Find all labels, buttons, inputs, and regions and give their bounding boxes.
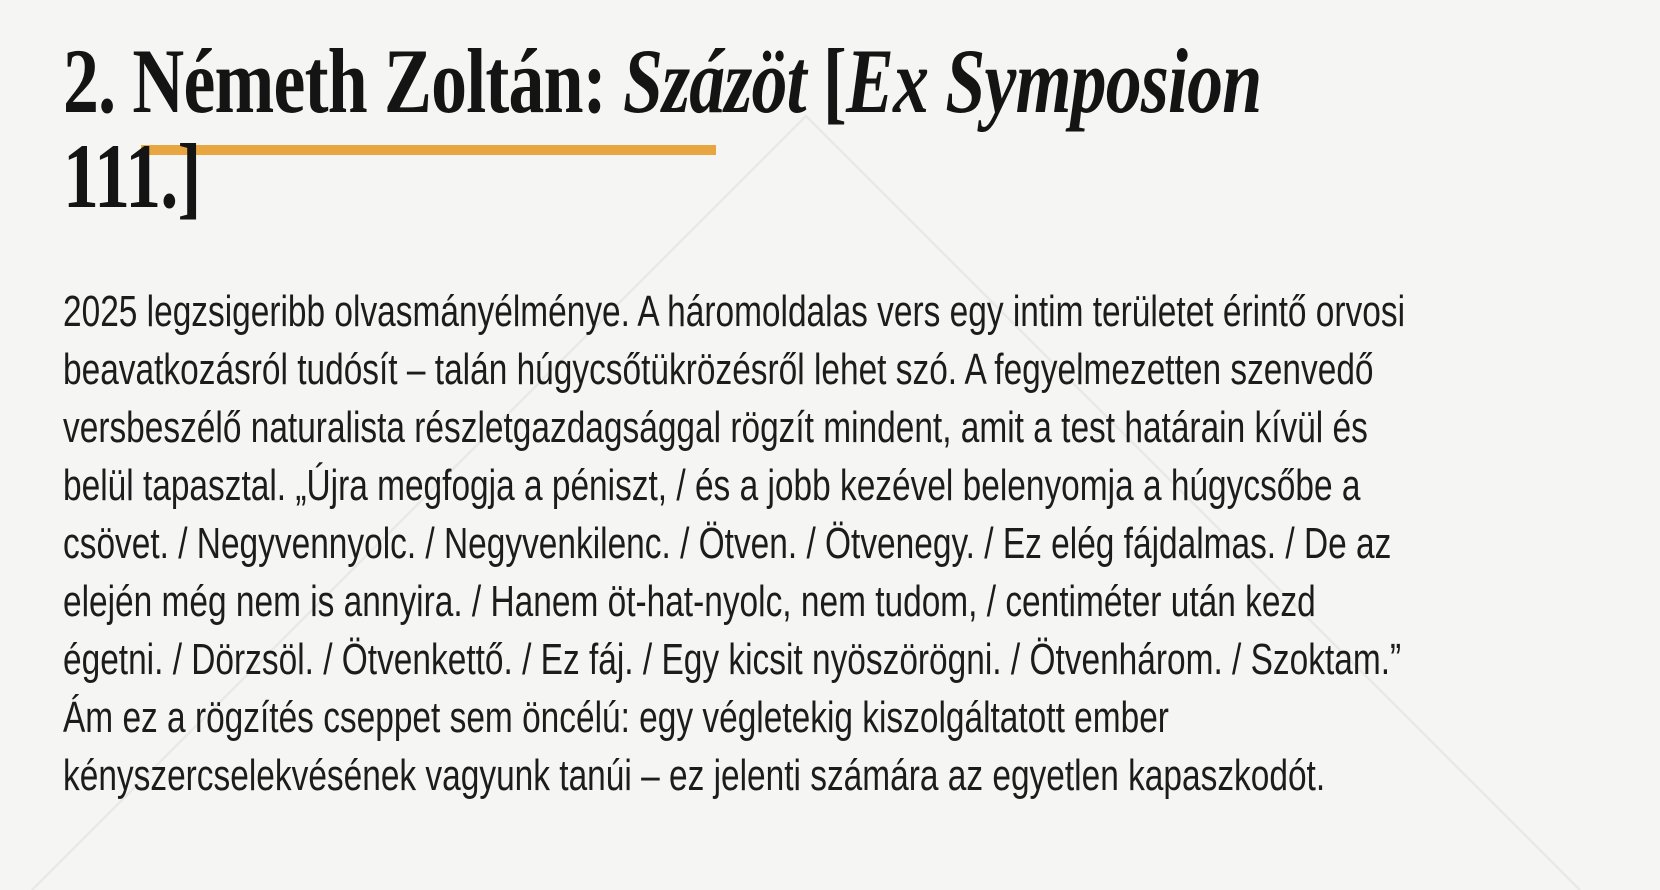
title-work-italic: Százöt [622,30,806,132]
paragraph-line: Ám ez a rögzítés cseppet sem öncélú: egy végletekig kiszolgáltatott ember [63,693,1169,742]
article-paragraph [63,283,1405,805]
title-bracket: [ [805,30,847,132]
title-magazine-italic: Ex Symposion [846,30,1262,132]
paragraph-line: égetni. / Dörzsöl. / Ötvenkettő. / Ez fáj. / Egy kicsit nyöszörögni. / Ötvenhárom. / Szoktam.” [63,635,1402,684]
paragraph-line: kényszercselekvésének vagyunk tanúi – ez jelenti számára az egyetlen kapaszkodót. [63,751,1326,800]
paragraph-line: versbeszélő naturalista részletgazdagsággal rögzít mindent, amit a test határain kívül és [63,403,1368,452]
paragraph-line: elején még nem is annyira. / Hanem öt-hat-nyolc, nem tudom, / centiméter után kezd [63,577,1316,626]
paragraph-line: belül tapasztal. „Újra megfogja a péniszt, / és a jobb kezével belenyomja a húgycsőbe a [63,461,1361,510]
page-title [63,30,1262,227]
page-title-line-1 [63,30,1262,132]
page-title-line-2: 111.] [63,125,201,227]
paragraph-line: beavatkozásról tudósít – talán húgycsőtükrözésről lehet szó. A fegyelmezetten szenvedő [63,345,1374,394]
title-prefix: 2. Németh Zoltán: [63,30,623,132]
paragraph-line: 2025 legzsigeribb olvasmányélménye. A háromoldalas vers egy intim területet érintő orvosi [63,287,1406,336]
paragraph-line: csövet. / Negyvennyolc. / Negyvenkilenc. / Ötven. / Ötvenegy. / Ez elég fájdalmas. / De az [63,519,1392,568]
